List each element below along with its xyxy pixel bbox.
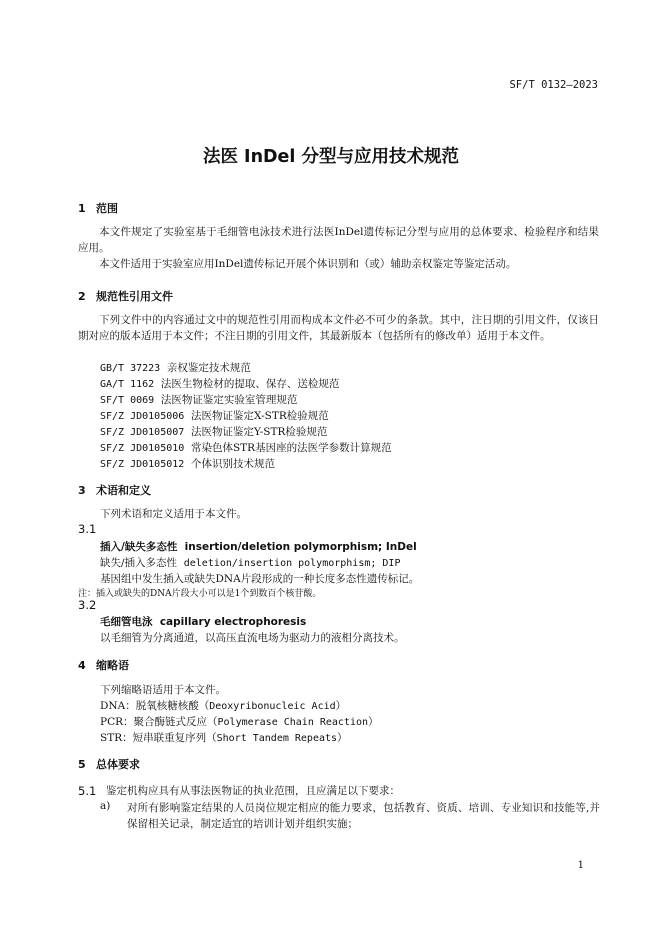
term-zh: 毛细管电泳	[100, 616, 153, 628]
abbreviation-item: PCR：聚合酶链式反应（Polymerase Chain Reaction）	[100, 716, 379, 728]
list-label: a)	[100, 800, 111, 812]
reference-item	[100, 456, 275, 471]
term-alt-en: deletion/insertion polymorphism; DIP	[183, 558, 401, 569]
reference-code: SF/Z JD0105012	[100, 459, 185, 470]
term-title	[100, 539, 417, 554]
reference-code: SF/T 0069	[100, 395, 155, 406]
reference-item	[100, 424, 327, 439]
abbreviation-zh: 脱氧核糖核酸	[135, 700, 199, 712]
term-definition: 基因组中发生插入或缺失DNA片段形成的一种长度多态性遗传标记。	[100, 573, 420, 585]
abbreviation-item: DNA：脱氧核糖核酸（Deoxyribonucleic Acid）	[100, 700, 347, 712]
reference-name: 法医生物检材的提取、保存、送检规范	[160, 378, 340, 390]
section-number: 1	[78, 202, 86, 215]
reference-name: 法医物证鉴定实验室管理规范	[160, 394, 298, 406]
terms-intro: 下列术语和定义适用于本文件。	[100, 508, 247, 520]
term-number: 3.1	[78, 522, 97, 536]
section-number: 3	[78, 484, 86, 497]
reference-item	[100, 360, 251, 375]
term-alt-zh: 缺失/插入多态性	[100, 557, 178, 569]
document-title: 法医 InDel 分型与应用技术规范	[202, 147, 460, 167]
abbreviation-en: Polymerase Chain Reaction	[217, 717, 369, 728]
section-number: 4	[78, 659, 86, 672]
clause-number: 5.1	[78, 784, 97, 798]
section-2-heading	[78, 288, 173, 304]
section-5-heading	[78, 756, 140, 772]
reference-item	[100, 376, 339, 391]
term-en: insertion/deletion polymorphism; InDel	[184, 541, 417, 553]
term-note: 注：插入或缺失的DNA片段大小可以是1个到数百个核苷酸。	[78, 589, 322, 599]
list-item-text: 对所有影响鉴定结果的人员岗位规定相应的能力要求，包括教育、资质、培训、专业知识和技能等,并保留相关记录，制定适宜的培训计划并组织实施；	[127, 802, 600, 830]
scope-paragraph-1: 本文件规定了实验室基于毛细管电泳技术进行法医InDel遗传标记分型与应用的总体要求、检验程序和结果应用。	[78, 226, 599, 254]
term-alternative	[100, 555, 400, 570]
reference-item	[100, 408, 329, 423]
section-number: 5	[78, 758, 86, 771]
term-number: 3.2	[78, 598, 97, 612]
normative-references-intro: 下列文件中的内容通过文中的规范性引用而构成本文件必不可少的条款。其中，注日期的引用文件，仅该日期对应的版本适用于本文件；不注日期的引用文件，其最新版本（包括所有的修改单）适用于本文件。	[78, 314, 599, 342]
section-title: 总体要求	[96, 758, 140, 771]
section-title: 缩略语	[96, 659, 129, 672]
scope-paragraph-2: 本文件适用于实验室应用InDel遗传标记开展个体识别和（或）辅助亲权鉴定等鉴定活动。	[99, 258, 517, 270]
reference-code: SF/Z JD0105007	[100, 427, 185, 438]
section-title: 范围	[96, 202, 118, 215]
reference-name: 法医物证鉴定Y-STR检验规范	[190, 426, 328, 438]
reference-name: 常染色体STR基因座的法医学参数计算规范	[190, 442, 392, 454]
abbreviation-en: Deoxyribonucleic Acid	[209, 701, 336, 712]
section-title: 术语和定义	[96, 484, 151, 497]
section-1-heading	[78, 200, 118, 216]
reference-item	[100, 440, 392, 455]
standard-code: SF/T 0132—2023	[509, 79, 598, 91]
abbreviation-zh: 聚合酶链式反应	[133, 716, 208, 728]
reference-code: GB/T 37223	[100, 363, 161, 374]
term-en: capillary electrophoresis	[159, 616, 307, 628]
term-definition: 以毛细管为分离通道，以高压直流电场为驱动力的液相分离技术。	[100, 632, 405, 644]
section-number: 2	[78, 290, 86, 303]
reference-name: 法医物证鉴定X-STR检验规范	[190, 410, 329, 422]
page-number: 1	[577, 860, 584, 871]
abbreviations-intro: 下列缩略语适用于本文件。	[100, 684, 226, 696]
reference-name: 亲权鉴定技术规范	[166, 362, 251, 374]
abbreviation-zh: 短串联重复序列	[132, 732, 207, 744]
abbreviation-en: Short Tandem Repeats	[216, 733, 338, 744]
section-4-heading	[78, 657, 129, 673]
clause-text: 鉴定机构应具有从事法医物证的执业范围，且应满足以下要求：	[106, 785, 400, 797]
section-3-heading	[78, 482, 151, 498]
section-title: 规范性引用文件	[96, 290, 173, 303]
term-zh: 插入/缺失多态性	[100, 541, 178, 553]
reference-code: SF/Z JD0105006	[100, 411, 185, 422]
abbreviation: DNA	[100, 700, 126, 712]
reference-code: GA/T 1162	[100, 379, 155, 390]
term-title	[100, 614, 306, 629]
abbreviation-item: STR：短串联重复序列（Short Tandem Repeats）	[100, 732, 348, 744]
abbreviation: PCR	[100, 716, 124, 728]
reference-code: SF/Z JD0105010	[100, 443, 185, 454]
abbreviation: STR	[100, 732, 123, 744]
reference-name: 个体识别技术规范	[190, 458, 275, 470]
reference-item	[100, 392, 297, 407]
